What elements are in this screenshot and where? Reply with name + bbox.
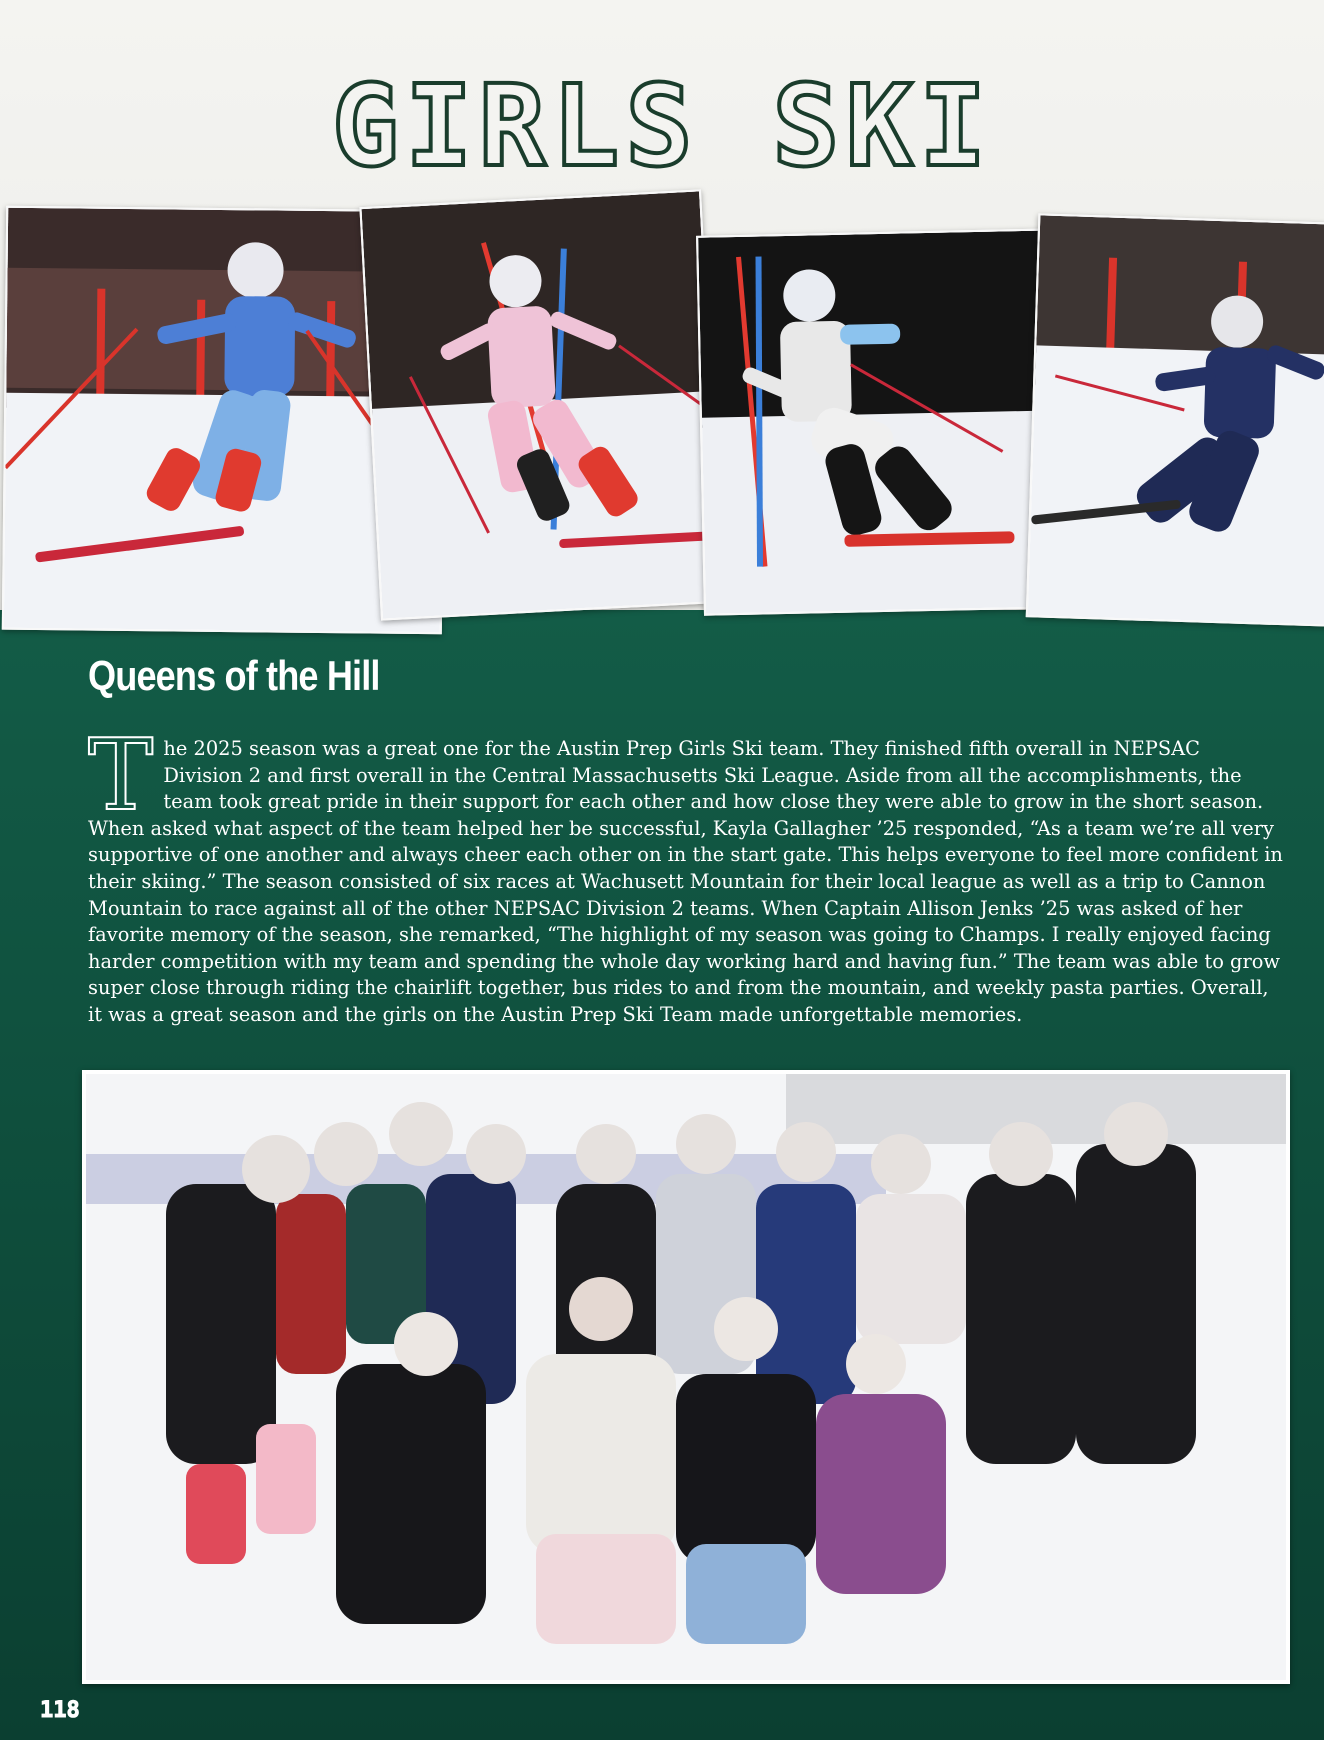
article-headline: Queens of the Hill bbox=[88, 652, 380, 699]
skier-photo-2 bbox=[359, 189, 722, 620]
skier-photo-4 bbox=[1026, 213, 1324, 626]
article-body bbox=[88, 719, 1284, 1029]
page-number: 118 bbox=[40, 1698, 80, 1723]
page-title: GIRLS SKI bbox=[331, 62, 993, 192]
article-text: he 2025 season was a great one for the Austin Prep Girls Ski team. They finished fifth overall in NEPSAC Division 2 and first overall in the Central Massachusetts Ski League. Aside from all the accomplishments, the team took great pride in their support for each other and how close they were able to grow in the short season. When asked what aspect of the team helped her be successful, Kayla Gallagher ’25 responded, “As a team we’re all very supportive of one another and always cheer each other on in the start gate. This helps everyone to feel more confident in their skiing.” The season consisted of six races at Wachusett Mountain for their local league as well as a trip to Cannon Mountain to race against all of the other NEPSAC Division 2 teams. When Captain Allison Jenks ’25 was asked of her favorite memory of the season, she remarked, “The highlight of my season was going to Champs. I really enjoyed facing harder competition with my team and spending the whole day working hard and having fun.” The team was able to grow super close through riding the chairlift together, bus rides to and from the mountain, and weekly pasta parties. Overall, it was a great season and the girls on the Austin Prep Ski Team made unforgettable memories. bbox=[88, 737, 1283, 1026]
team-group-photo bbox=[82, 1070, 1290, 1684]
skier-photo-3 bbox=[696, 228, 1068, 616]
drop-cap: T bbox=[88, 719, 154, 833]
